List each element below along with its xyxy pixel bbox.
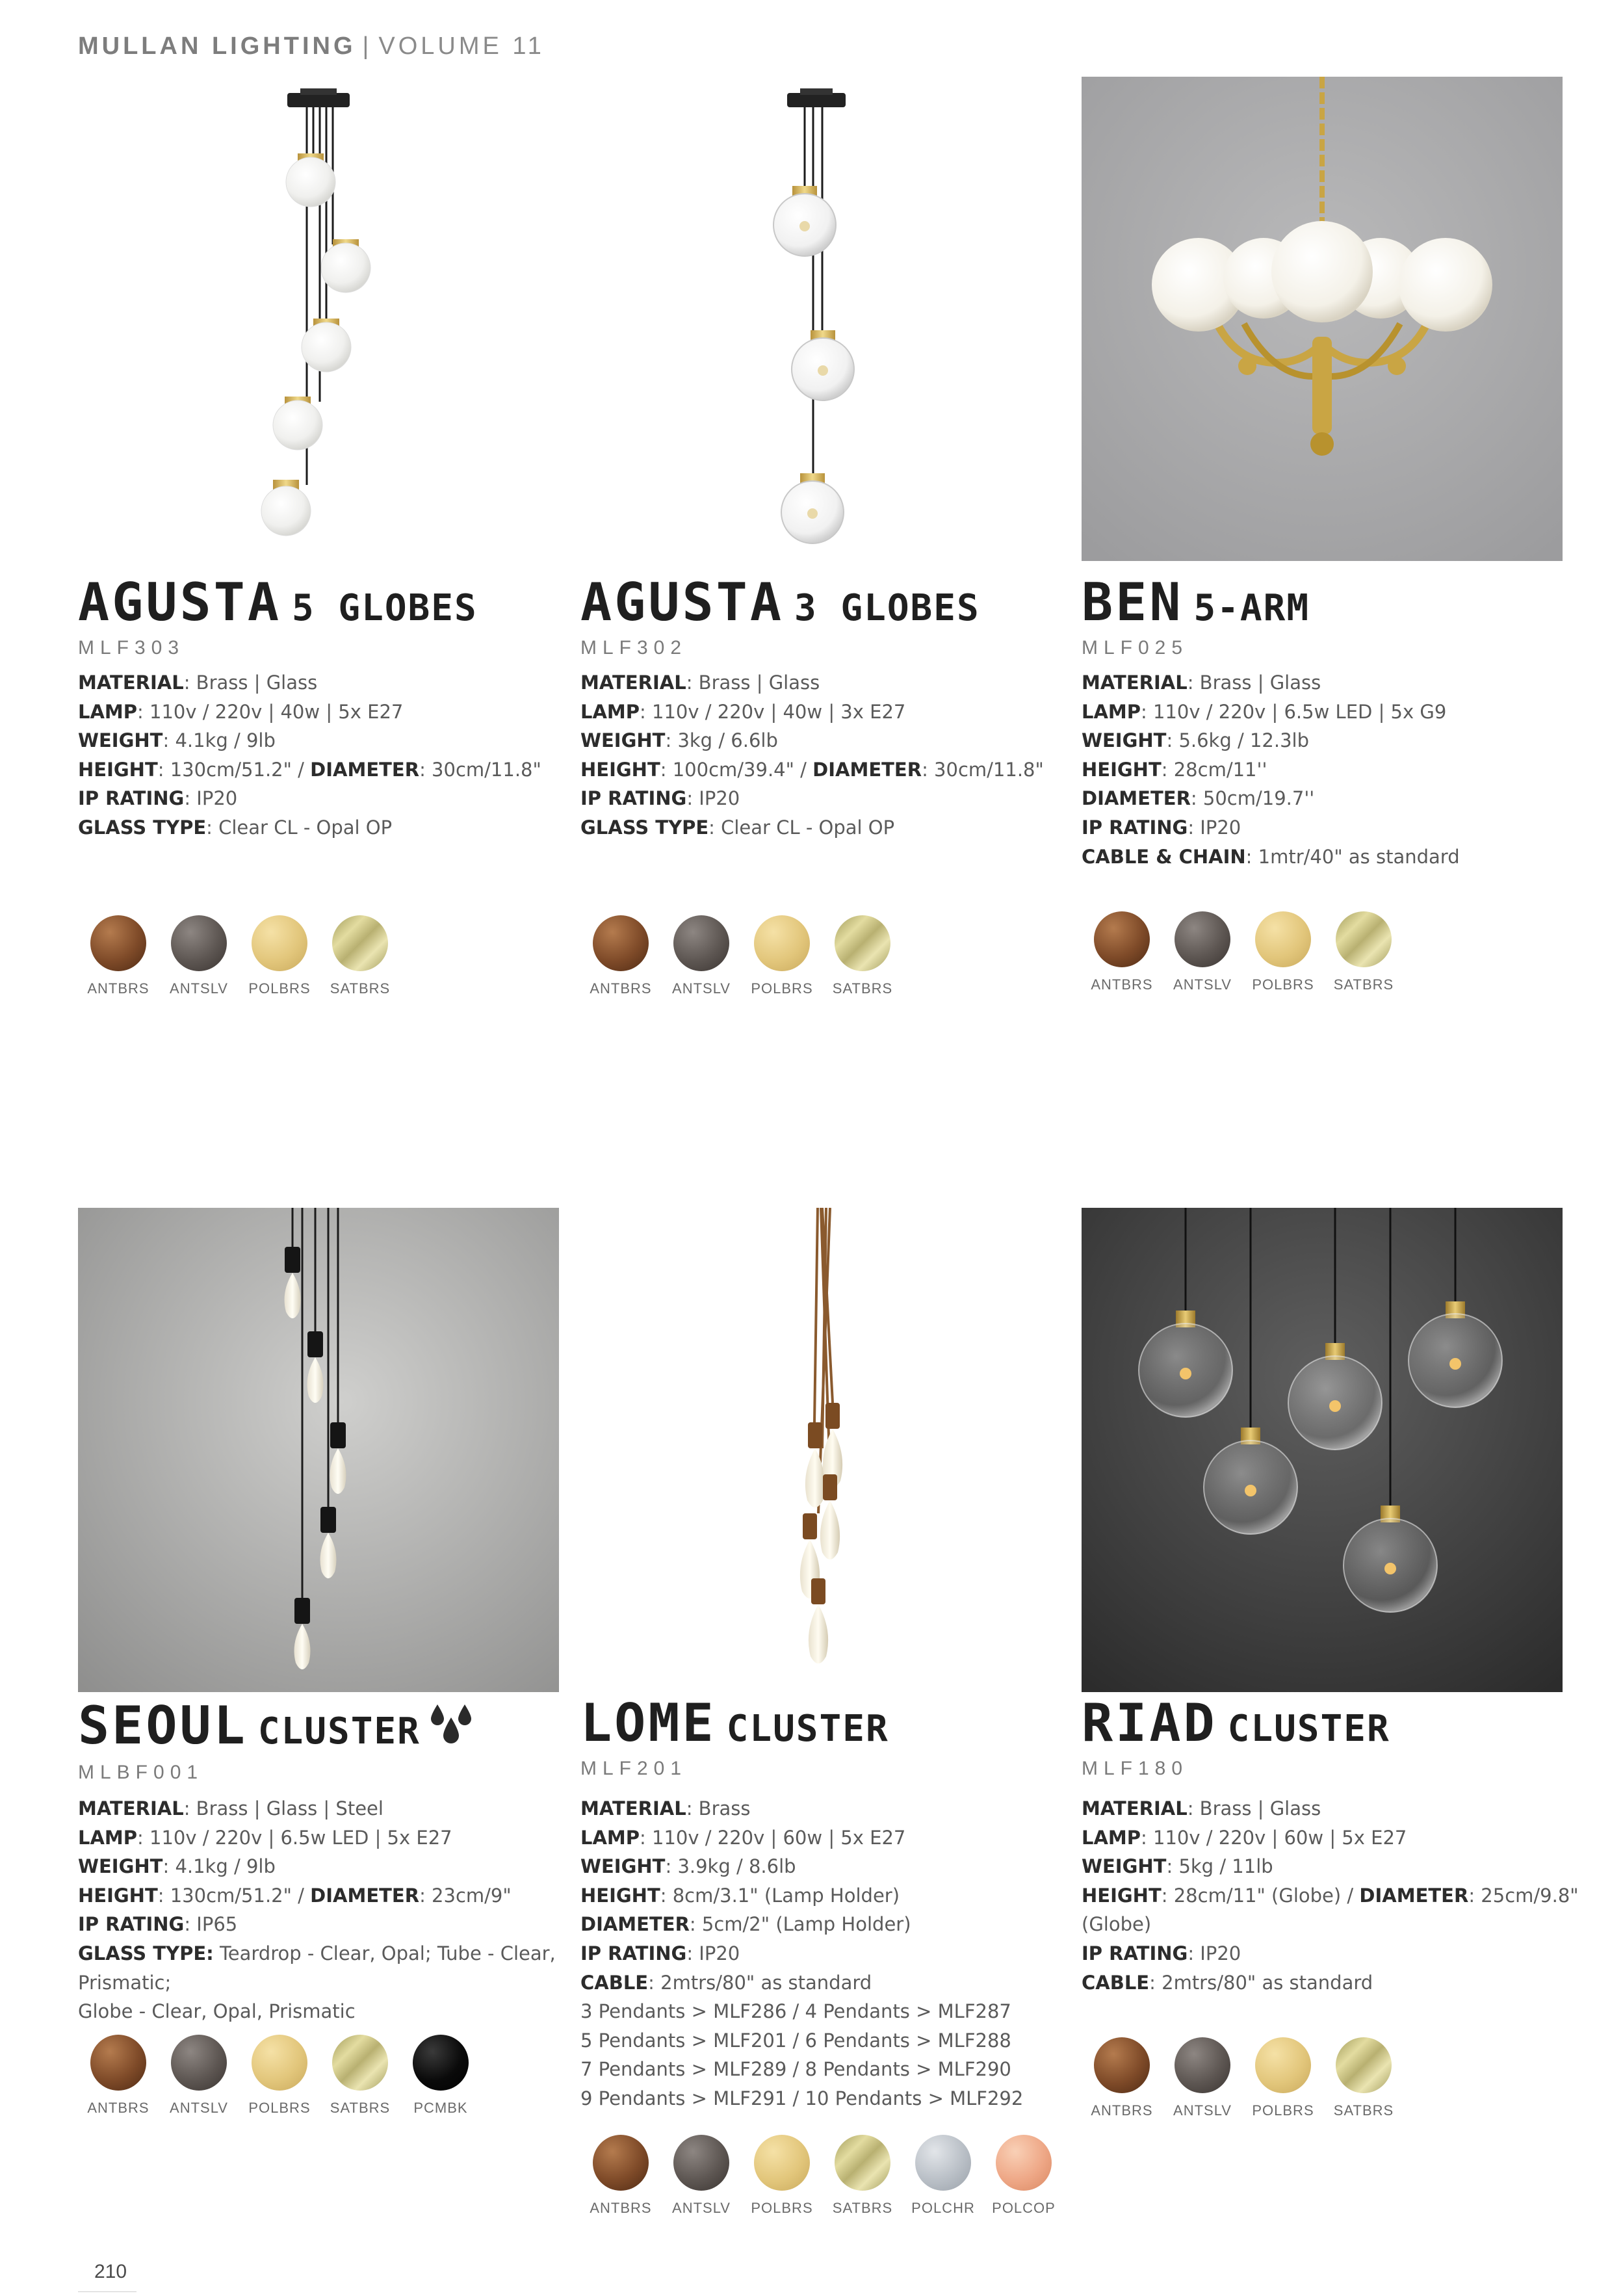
product-variant: 5 GLOBES — [291, 587, 478, 629]
product-title — [1082, 1693, 1390, 1753]
product-riad-cluster — [1082, 1208, 1579, 2131]
swatch-dot — [1336, 911, 1392, 967]
spec-label: LAMP — [1082, 1826, 1141, 1849]
spec-value: : Brass | Glass — [686, 672, 820, 694]
swatch-label: SATBRS — [330, 980, 391, 997]
spec-value: : 4.1kg / 9lb — [162, 1855, 276, 1878]
spec-value: : 28cm/11" (Globe) / — [1161, 1884, 1360, 1907]
finish-swatch-polcop[interactable] — [983, 2135, 1064, 2217]
spec-label: CABLE & CHAIN — [1082, 845, 1246, 868]
finish-swatch-polbrs[interactable] — [239, 2035, 320, 2117]
spec-value: : 4.1kg / 9lb — [162, 729, 276, 752]
spec-value: : Brass — [686, 1797, 751, 1820]
page-number: 210 — [94, 2261, 127, 2282]
spec-list — [1082, 1794, 1582, 1997]
spec-label: LAMP — [1082, 700, 1141, 723]
spec-value: : 110v / 220v | 6.5w LED | 5x E27 — [137, 1826, 452, 1849]
spec-value: : 30cm/11.8" — [922, 758, 1044, 781]
finish-swatches — [78, 2035, 481, 2117]
spec-row — [580, 1852, 1081, 1881]
swatch-label: POLBRS — [1252, 976, 1314, 993]
spec-label: WEIGHT — [78, 1855, 163, 1878]
spec-value: : 50cm/19.7'' — [1190, 787, 1315, 810]
product-agusta-3-globes — [580, 77, 1074, 997]
finish-swatches — [580, 915, 903, 997]
product-title — [580, 1693, 889, 1753]
finish-swatch-satbrs[interactable] — [822, 2135, 903, 2217]
swatch-label: POLBRS — [248, 2100, 311, 2116]
spec-value: 7 Pendants > MLF289 / 8 Pendants > MLF290 — [580, 2058, 1011, 2081]
spec-label: LAMP — [78, 1826, 138, 1849]
spec-row — [1082, 726, 1582, 755]
swatch-dot — [996, 2135, 1052, 2191]
spec-list — [78, 1794, 578, 2026]
spec-row — [1082, 668, 1582, 698]
spec-label: IP RATING — [1082, 816, 1188, 839]
spec-label: IP RATING — [1082, 1942, 1188, 1964]
product-name: AGUSTA — [78, 572, 281, 633]
swatch-label: POLCHR — [911, 2200, 975, 2216]
spec-label: MATERIAL — [1082, 1797, 1188, 1820]
spec-row — [78, 726, 578, 755]
swatch-label: ANTBRS — [590, 2200, 652, 2216]
spec-value: : IP20 — [686, 787, 740, 810]
swatch-label: POLBRS — [751, 2200, 813, 2216]
product-title — [1082, 572, 1310, 633]
spec-value: : 23cm/9" — [419, 1884, 512, 1907]
spec-row — [1082, 1852, 1582, 1881]
finish-swatch-antbrs[interactable] — [1082, 911, 1162, 993]
spec-value: : 3kg / 6.6lb — [665, 729, 778, 752]
swatch-label: ANTSLV — [1173, 976, 1232, 993]
finish-swatch-satbrs[interactable] — [1323, 911, 1404, 993]
swatch-label: POLBRS — [248, 980, 311, 997]
agusta-5-globes-illustration — [78, 77, 559, 561]
spec-value: : 2mtrs/80" as standard — [648, 1971, 872, 1994]
product-name: RIAD — [1082, 1693, 1217, 1753]
spec-value: : IP65 — [184, 1913, 238, 1936]
spec-row — [1082, 1794, 1582, 1823]
product-code: MLF201 — [580, 1758, 688, 1779]
spec-row — [580, 1939, 1081, 1968]
spec-row — [580, 698, 1081, 727]
spec-value: : 30cm/11.8" — [419, 758, 541, 781]
volume-label: VOLUME 11 — [378, 33, 545, 60]
swatch-label: ANTBRS — [87, 2100, 149, 2116]
page-number-rule — [78, 2291, 136, 2292]
finish-swatch-antbrs[interactable] — [580, 915, 661, 997]
spec-row — [580, 1881, 1081, 1911]
spec-row — [1082, 842, 1582, 872]
spec-value: : 5cm/2" (Lamp Holder) — [689, 1913, 911, 1936]
swatch-label: SATBRS — [330, 2100, 391, 2116]
product-code: MLF025 — [1082, 637, 1189, 659]
spec-row — [580, 1794, 1081, 1823]
finish-swatch-antslv[interactable] — [1162, 911, 1243, 993]
swatch-label: ANTSLV — [170, 2100, 228, 2116]
swatch-label: POLBRS — [751, 980, 813, 997]
product-image-seoul — [78, 1208, 559, 1692]
spec-list — [580, 1794, 1081, 2113]
swatch-label: POLBRS — [1252, 2102, 1314, 2119]
spec-value: : Brass | Glass — [183, 672, 318, 694]
spec-value: : IP20 — [1188, 1942, 1241, 1964]
spec-value: : IP20 — [1188, 816, 1241, 839]
product-code: MLF303 — [78, 637, 185, 659]
spec-row — [78, 698, 578, 727]
finish-swatch-antslv[interactable] — [159, 2035, 239, 2117]
swatch-dot — [1094, 2037, 1150, 2093]
spec-label: HEIGHT — [78, 1884, 158, 1907]
spec-label: DIAMETER — [580, 1913, 690, 1936]
spec-value: : 8cm/3.1" (Lamp Holder) — [660, 1884, 900, 1907]
product-variant: 5-ARM — [1193, 587, 1310, 629]
spec-label: DIAMETER — [1359, 1884, 1469, 1907]
swatch-dot — [593, 2135, 649, 2191]
spec-row — [78, 668, 578, 698]
spec-label: MATERIAL — [78, 672, 184, 694]
product-image-riad — [1082, 1208, 1563, 1692]
spec-value: : 28cm/11'' — [1161, 758, 1267, 781]
product-code: MLBF001 — [78, 1762, 204, 1783]
spec-label: HEIGHT — [78, 758, 158, 781]
spec-row — [78, 1823, 578, 1853]
swatch-dot — [1175, 911, 1230, 967]
spec-value: : 110v / 220v | 60w | 5x E27 — [1141, 1826, 1407, 1849]
spec-label: DIAMETER — [310, 758, 420, 781]
spec-value: : 100cm/39.4" / — [660, 758, 813, 781]
product-title — [78, 1695, 421, 1756]
spec-row — [580, 1997, 1081, 2026]
swatch-dot — [673, 915, 729, 971]
spec-list — [1082, 668, 1582, 871]
swatch-label: ANTSLV — [1173, 2102, 1232, 2119]
product-lome-cluster — [580, 1208, 1074, 2222]
spec-value: : 130cm/51.2" / — [157, 758, 311, 781]
product-name: SEOUL — [78, 1695, 248, 1756]
spec-row — [78, 1910, 578, 1939]
product-name: AGUSTA — [580, 572, 784, 633]
spec-list — [78, 668, 578, 842]
finish-swatch-antbrs[interactable] — [580, 2135, 661, 2217]
spec-label: LAMP — [78, 700, 138, 723]
swatch-dot — [673, 2135, 729, 2191]
swatch-label: ANTSLV — [672, 2200, 731, 2216]
spec-row — [580, 726, 1081, 755]
spec-row — [580, 2055, 1081, 2084]
product-image-lome — [580, 1208, 1061, 1692]
spec-row — [78, 1939, 578, 1997]
spec-row — [580, 813, 1081, 842]
lome-cluster-illustration — [580, 1208, 1061, 1692]
finish-swatch-satbrs[interactable] — [822, 915, 903, 997]
swatch-dot — [915, 2135, 971, 2191]
swatch-dot — [754, 2135, 810, 2191]
spec-value: : 1mtr/40" as standard — [1245, 845, 1460, 868]
swatch-dot — [90, 915, 146, 971]
finish-swatch-antbrs[interactable] — [1082, 2037, 1162, 2119]
spec-label: HEIGHT — [1082, 1884, 1162, 1907]
spec-value: : 110v / 220v | 40w | 3x E27 — [640, 700, 906, 723]
product-code: MLF302 — [580, 637, 688, 659]
spec-label: IP RATING — [78, 787, 185, 810]
finish-swatch-antslv[interactable] — [1162, 2037, 1243, 2119]
spec-value: : Brass | Glass | Steel — [183, 1797, 383, 1820]
swatch-dot — [171, 915, 227, 971]
spec-row — [1082, 755, 1582, 785]
swatch-dot — [252, 2035, 307, 2091]
spec-value: Teardrop - Clear, Opal; Tube - Clear, Prismatic; — [78, 1942, 556, 1994]
swatch-dot — [332, 2035, 388, 2091]
swatch-label: PCMBK — [413, 2100, 468, 2116]
swatch-label: SATBRS — [1333, 2102, 1394, 2119]
product-variant: CLUSTER — [1227, 1708, 1390, 1750]
spec-row — [1082, 784, 1582, 813]
spec-row — [580, 1823, 1081, 1853]
spec-row — [78, 813, 578, 842]
spec-value: Globe - Clear, Opal, Prismatic — [78, 2000, 356, 2023]
swatch-dot — [90, 2035, 146, 2091]
swatch-dot — [1175, 2037, 1230, 2093]
spec-value: 9 Pendants > MLF291 / 10 Pendants > MLF292 — [580, 2087, 1024, 2109]
spec-value: : Brass | Glass — [1187, 1797, 1321, 1820]
product-name: BEN — [1082, 572, 1184, 633]
spec-value: : Clear CL - Opal OP — [708, 816, 895, 839]
spec-row — [1082, 1823, 1582, 1853]
product-name: LOME — [580, 1693, 716, 1753]
finish-swatch-pcmbk[interactable] — [400, 2035, 481, 2117]
spec-row — [78, 755, 578, 785]
swatch-dot — [1336, 2037, 1392, 2093]
spec-value: : 2mtrs/80" as standard — [1149, 1971, 1373, 1994]
swatch-dot — [1255, 911, 1311, 967]
swatch-label: SATBRS — [832, 2200, 893, 2216]
spec-row — [1082, 1939, 1582, 1968]
product-variant: CLUSTER — [257, 1710, 421, 1753]
spec-label: IP RATING — [580, 787, 687, 810]
finish-swatch-polbrs[interactable] — [742, 2135, 822, 2217]
spec-value: : 130cm/51.2" / — [157, 1884, 311, 1907]
spec-label: MATERIAL — [580, 1797, 686, 1820]
spec-row — [78, 1794, 578, 1823]
spec-label: DIAMETER — [310, 1884, 420, 1907]
swatch-label: ANTBRS — [1091, 976, 1153, 993]
swatch-dot — [835, 915, 890, 971]
spec-label: HEIGHT — [580, 1884, 660, 1907]
spec-label: HEIGHT — [580, 758, 660, 781]
swatch-label: ANTSLV — [672, 980, 731, 997]
finish-swatch-satbrs[interactable] — [1323, 2037, 1404, 2119]
product-title — [580, 572, 980, 633]
catalog-header — [78, 33, 545, 60]
spec-label: WEIGHT — [1082, 1855, 1167, 1878]
spec-label: MATERIAL — [78, 1797, 184, 1820]
finish-swatch-satbrs[interactable] — [320, 915, 400, 997]
spec-value: : 5kg / 11lb — [1166, 1855, 1273, 1878]
spec-row — [580, 755, 1081, 785]
swatch-dot — [332, 915, 388, 971]
swatch-dot — [754, 915, 810, 971]
finish-swatch-polchr[interactable] — [903, 2135, 983, 2217]
swatch-dot — [593, 915, 649, 971]
spec-label: IP RATING — [580, 1942, 687, 1964]
spec-value: : IP20 — [686, 1942, 740, 1964]
spec-label: GLASS TYPE — [78, 816, 207, 839]
swatch-label: POLCOP — [992, 2200, 1056, 2216]
finish-swatch-antslv[interactable] — [159, 915, 239, 997]
spec-label: MATERIAL — [580, 672, 686, 694]
ip65-water-drops-icon — [426, 1702, 478, 1747]
product-agusta-5-globes — [78, 77, 572, 997]
product-ben-5-arm — [1082, 77, 1576, 993]
spec-value: : 110v / 220v | 40w | 5x E27 — [137, 700, 404, 723]
spec-label: GLASS TYPE — [580, 816, 709, 839]
finish-swatch-polbrs[interactable] — [742, 915, 822, 997]
product-image-ben — [1082, 77, 1563, 561]
swatch-label: ANTBRS — [1091, 2102, 1153, 2119]
spec-value: : 110v / 220v | 6.5w LED | 5x G9 — [1141, 700, 1447, 723]
spec-label: HEIGHT — [1082, 758, 1162, 781]
product-variant: 3 GLOBES — [794, 587, 980, 629]
finish-swatch-polbrs[interactable] — [239, 915, 320, 997]
spec-value: : 25cm/9.8" (Globe) — [1082, 1884, 1579, 1936]
spec-row — [580, 2026, 1081, 2055]
finish-swatch-antslv[interactable] — [661, 915, 742, 997]
swatch-dot — [413, 2035, 469, 2091]
spec-label: WEIGHT — [78, 729, 163, 752]
spec-value: : Brass | Glass — [1187, 672, 1321, 694]
product-title — [78, 572, 478, 633]
finish-swatch-antslv[interactable] — [661, 2135, 742, 2217]
spec-label: WEIGHT — [1082, 729, 1167, 752]
agusta-3-globes-illustration — [580, 77, 1061, 561]
spec-value: : 5.6kg / 12.3lb — [1166, 729, 1310, 752]
spec-list — [580, 668, 1081, 842]
spec-label: LAMP — [580, 1826, 640, 1849]
product-variant: CLUSTER — [726, 1708, 889, 1750]
spec-row — [580, 784, 1081, 813]
seoul-cluster-photo — [78, 1208, 559, 1692]
spec-value: 5 Pendants > MLF201 / 6 Pendants > MLF288 — [580, 2029, 1011, 2052]
finish-swatches — [580, 2135, 1064, 2217]
finish-swatch-satbrs[interactable] — [320, 2035, 400, 2117]
spec-row — [78, 1997, 578, 2026]
finish-swatch-polbrs[interactable] — [1243, 2037, 1323, 2119]
swatch-label: ANTBRS — [590, 980, 652, 997]
finish-swatches — [78, 915, 400, 997]
product-image-agusta-3 — [580, 77, 1061, 561]
riad-cluster-photo — [1082, 1208, 1563, 1692]
spec-row — [78, 1852, 578, 1881]
spec-label: DIAMETER — [812, 758, 922, 781]
swatch-dot — [252, 915, 307, 971]
spec-label: IP RATING — [78, 1913, 185, 1936]
spec-row — [580, 668, 1081, 698]
spec-row — [1082, 698, 1582, 727]
spec-row — [78, 1881, 578, 1911]
brand-name: MULLAN LIGHTING — [78, 33, 356, 60]
spec-value: : IP20 — [184, 787, 238, 810]
ben-chandelier-photo — [1082, 77, 1563, 561]
spec-value: 3 Pendants > MLF286 / 4 Pendants > MLF287 — [580, 2000, 1011, 2023]
spec-label: MATERIAL — [1082, 672, 1188, 694]
swatch-label: SATBRS — [1333, 976, 1394, 993]
spec-label: DIAMETER — [1082, 787, 1191, 810]
swatch-dot — [1255, 2037, 1311, 2093]
finish-swatch-antbrs[interactable] — [78, 915, 159, 997]
finish-swatch-polbrs[interactable] — [1243, 911, 1323, 993]
spec-row — [580, 1910, 1081, 1939]
spec-value: : 3.9kg / 8.6lb — [665, 1855, 796, 1878]
spec-row — [1082, 1968, 1582, 1998]
spec-row — [78, 784, 578, 813]
spec-label: WEIGHT — [580, 729, 666, 752]
spec-row — [1082, 813, 1582, 842]
finish-swatches — [1082, 911, 1404, 993]
spec-label: CABLE — [1082, 1971, 1150, 1994]
product-image-agusta-5 — [78, 77, 559, 561]
spec-value: : Clear CL - Opal OP — [206, 816, 393, 839]
product-seoul-cluster — [78, 1208, 572, 2183]
swatch-dot — [171, 2035, 227, 2091]
spec-label: WEIGHT — [580, 1855, 666, 1878]
spec-row — [1082, 1881, 1582, 1939]
spec-row — [580, 1968, 1081, 1998]
finish-swatches — [1082, 2037, 1404, 2119]
finish-swatch-antbrs[interactable] — [78, 2035, 159, 2117]
spec-label: LAMP — [580, 700, 640, 723]
product-code: MLF180 — [1082, 1758, 1189, 1779]
header-separator: | — [362, 33, 372, 60]
swatch-label: ANTBRS — [87, 980, 149, 997]
swatch-dot — [1094, 911, 1150, 967]
swatch-dot — [835, 2135, 890, 2191]
spec-row — [580, 2084, 1081, 2113]
swatch-label: SATBRS — [832, 980, 893, 997]
swatch-label: ANTSLV — [170, 980, 228, 997]
spec-value: : 110v / 220v | 60w | 5x E27 — [640, 1826, 906, 1849]
spec-label: CABLE — [580, 1971, 649, 1994]
spec-label: GLASS TYPE: — [78, 1942, 214, 1964]
